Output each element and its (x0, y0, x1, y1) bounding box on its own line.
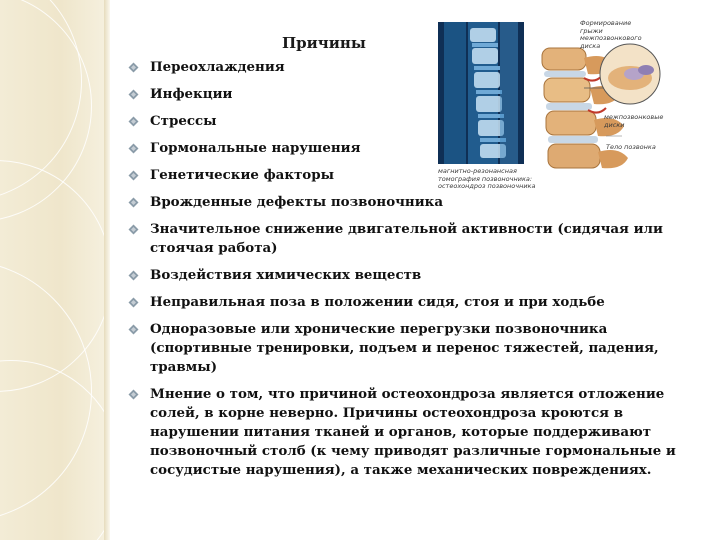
figure-label-bottom-left: магнитно-резонансная томография позвоночника: остеохондроз позвоночника (438, 167, 536, 190)
list-item (128, 166, 688, 185)
list-item-text: Гормональные нарушения (150, 140, 361, 156)
list-item (128, 293, 688, 312)
causes-list (128, 58, 688, 488)
leaf-bullet-icon (128, 62, 139, 73)
leaf-bullet-icon (128, 324, 139, 335)
list-item-text: Генетические факторы (150, 167, 335, 183)
list-item-text: Одноразовые или хронические перегрузки позвоночника (спортивные тренировки, подъем и перенос тяжестей, падения, травмы) (150, 321, 659, 375)
list-item-text: Инфекции (150, 86, 233, 102)
list-item-text: Мнение о том, что причиной остеохондроза является отложение солей, в корне неверно. Причины остеохондроза кроются в нарушении питания тканей и органов, которые поддерживают позвоночный столб (к чему приводят различные гормональные и сосудистые нарушения), а также механических повреждениях. (150, 386, 676, 478)
list-item-text: Врожденные дефекты позвоночника (150, 194, 444, 210)
list-item-text: Неправильная поза в положении сидя, стоя и при ходьбе (150, 294, 605, 310)
list-item-text: Стрессы (150, 113, 217, 129)
leaf-bullet-icon (128, 143, 139, 154)
list-item (128, 266, 688, 285)
list-item (128, 320, 688, 377)
list-item (128, 220, 688, 258)
list-item-text: Переохлаждения (150, 59, 285, 75)
decorative-side-band (0, 0, 110, 540)
leaf-bullet-icon (128, 224, 139, 235)
leaf-bullet-icon (128, 297, 139, 308)
leaf-bullet-icon (128, 170, 139, 181)
list-item-text: Значительное снижение двигательной активности (сидячая или стоячая работа) (150, 221, 663, 256)
slide-title: Причины (282, 34, 366, 52)
leaf-bullet-icon (128, 116, 139, 127)
list-item (128, 139, 688, 158)
leaf-bullet-icon (128, 389, 139, 400)
list-item (128, 112, 688, 131)
leaf-bullet-icon (128, 270, 139, 281)
list-item (128, 385, 688, 480)
leaf-bullet-icon (128, 89, 139, 100)
list-item-text: Воздействия химических веществ (150, 267, 422, 283)
figure-label-bottom-right: Тело позвонка (606, 143, 656, 151)
leaf-bullet-icon (128, 197, 139, 208)
figure-label-right: межпозвонковые диски (604, 113, 664, 129)
figure-label-top: Формирование грыжи межпозвонкового диска (580, 19, 642, 50)
list-item (128, 193, 688, 212)
list-item (128, 85, 688, 104)
list-item (128, 58, 688, 77)
